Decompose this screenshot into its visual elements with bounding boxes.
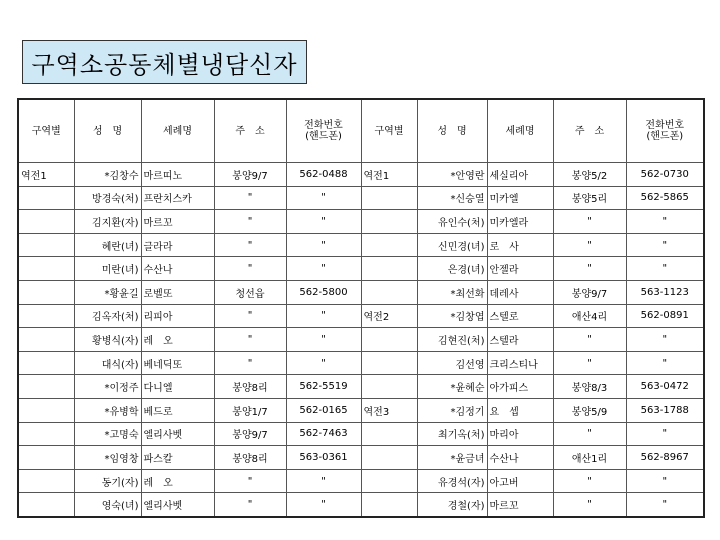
cell-phone: 562-5865: [626, 186, 704, 210]
cell-phone: 562-0730: [626, 163, 704, 187]
cell-name: *안영란: [417, 163, 487, 187]
cell-address: ": [214, 257, 286, 281]
cell-baptismal-name: 수산나: [487, 446, 553, 470]
cell-district: [361, 469, 417, 493]
cell-address: ": [214, 351, 286, 375]
cell-name: 김선영: [417, 351, 487, 375]
cell-address: 봉양5/2: [553, 163, 626, 187]
cell-name: *유병학: [74, 398, 141, 422]
cell-address: ": [214, 493, 286, 517]
cell-baptismal-name: 엘리사벳: [141, 493, 214, 517]
cell-phone: 562-0891: [626, 304, 704, 328]
cell-district: [18, 304, 74, 328]
cell-baptismal-name: 엘리사벳: [141, 422, 214, 446]
cell-baptismal-name: 마리아: [487, 422, 553, 446]
cell-name: 유인수(처): [417, 210, 487, 234]
cell-name: *황윤길: [74, 280, 141, 304]
table-row: [18, 304, 704, 328]
cell-name: 대식(자): [74, 351, 141, 375]
table-row: [18, 233, 704, 257]
cell-district: [18, 469, 74, 493]
cell-phone: ": [286, 351, 361, 375]
table-row: [18, 469, 704, 493]
table-header-row: [18, 99, 704, 163]
cell-phone: 562-5800: [286, 280, 361, 304]
cell-name: *최선화: [417, 280, 487, 304]
cell-district: [361, 280, 417, 304]
header-phone: 전화번호 (핸드폰): [286, 99, 361, 163]
cell-district: [18, 328, 74, 352]
cell-district: 역전2: [361, 304, 417, 328]
cell-address: ": [553, 210, 626, 234]
cell-address: ": [553, 469, 626, 493]
cell-baptismal-name: 마르띠노: [141, 163, 214, 187]
cell-district: [361, 422, 417, 446]
header-name: 성 명: [74, 99, 141, 163]
table-row: [18, 280, 704, 304]
cell-baptismal-name: 마르꼬: [141, 210, 214, 234]
cell-baptismal-name: 데레사: [487, 280, 553, 304]
cell-phone: ": [286, 210, 361, 234]
cell-district: [18, 422, 74, 446]
cell-baptismal-name: 미카엘라: [487, 210, 553, 234]
cell-phone: 563-1788: [626, 398, 704, 422]
cell-name: *김창수: [74, 163, 141, 187]
table-row: [18, 210, 704, 234]
cell-baptismal-name: 안젤라: [487, 257, 553, 281]
cell-district: [18, 398, 74, 422]
cell-name: 김옥자(처): [74, 304, 141, 328]
cell-address: 봉양8리: [214, 375, 286, 399]
cell-name: 황병식(자): [74, 328, 141, 352]
cell-phone: 563-0361: [286, 446, 361, 470]
cell-address: ": [553, 233, 626, 257]
header-phone: 전화번호 (핸드폰): [626, 99, 704, 163]
cell-name: 유경석(자): [417, 469, 487, 493]
cell-baptismal-name: 크리스티나: [487, 351, 553, 375]
header-name: 성 명: [417, 99, 487, 163]
cell-address: ": [214, 210, 286, 234]
cell-district: [361, 257, 417, 281]
cell-baptismal-name: 로벨또: [141, 280, 214, 304]
cell-address: 애산1리: [553, 446, 626, 470]
cell-name: 경철(자): [417, 493, 487, 517]
cell-baptismal-name: 미카엘: [487, 186, 553, 210]
cell-baptismal-name: 파스칼: [141, 446, 214, 470]
cell-address: 봉양1/7: [214, 398, 286, 422]
cell-address: 봉양5리: [553, 186, 626, 210]
cell-address: ": [553, 351, 626, 375]
cell-phone: ": [626, 233, 704, 257]
cell-address: ": [214, 469, 286, 493]
cell-district: [18, 233, 74, 257]
cell-district: [18, 493, 74, 517]
cell-name: *고명숙: [74, 422, 141, 446]
cell-name: 김현진(처): [417, 328, 487, 352]
table-row: [18, 446, 704, 470]
table-row: [18, 398, 704, 422]
cell-baptismal-name: 요 셉: [487, 398, 553, 422]
cell-phone: ": [286, 257, 361, 281]
cell-baptismal-name: 레 오: [141, 328, 214, 352]
cell-district: [361, 375, 417, 399]
cell-baptismal-name: 레 오: [141, 469, 214, 493]
cell-name: *임영창: [74, 446, 141, 470]
cell-district: [361, 351, 417, 375]
cell-phone: ": [286, 328, 361, 352]
header-address: 주 소: [214, 99, 286, 163]
cell-address: 청선읍: [214, 280, 286, 304]
cell-district: [361, 328, 417, 352]
cell-address: 봉양9/7: [553, 280, 626, 304]
cell-district: [18, 351, 74, 375]
cell-baptismal-name: 리피아: [141, 304, 214, 328]
cell-name: *김정기: [417, 398, 487, 422]
cell-address: 봉양9/7: [214, 422, 286, 446]
cell-name: 신민경(녀): [417, 233, 487, 257]
cell-name: 김지환(자): [74, 210, 141, 234]
cell-phone: 562-8967: [626, 446, 704, 470]
cell-baptismal-name: 수산나: [141, 257, 214, 281]
header-baptismal-name: 세례명: [487, 99, 553, 163]
cell-name: 미란(녀): [74, 257, 141, 281]
cell-district: [361, 446, 417, 470]
cell-phone: ": [626, 493, 704, 517]
cell-address: ": [553, 493, 626, 517]
cell-baptismal-name: 스텔로: [487, 304, 553, 328]
cell-baptismal-name: 세실리아: [487, 163, 553, 187]
cell-address: ": [214, 304, 286, 328]
table-row: [18, 351, 704, 375]
cell-address: 봉양9/7: [214, 163, 286, 187]
cell-district: [18, 186, 74, 210]
cell-baptismal-name: 아고버: [487, 469, 553, 493]
table-row: [18, 328, 704, 352]
cell-name: 최기옥(처): [417, 422, 487, 446]
cell-phone: ": [286, 304, 361, 328]
cell-district: [18, 210, 74, 234]
cell-phone: ": [626, 469, 704, 493]
cell-phone: 563-0472: [626, 375, 704, 399]
cell-name: *김창엽: [417, 304, 487, 328]
cell-address: 봉양8/3: [553, 375, 626, 399]
cell-address: ": [214, 233, 286, 257]
cell-address: 봉양8리: [214, 446, 286, 470]
cell-phone: 562-0488: [286, 163, 361, 187]
header-district: 구역별: [18, 99, 74, 163]
page-title: 구역소공동체별냉담신자: [22, 40, 307, 84]
cell-baptismal-name: 로 사: [487, 233, 553, 257]
cell-baptismal-name: 아가피스: [487, 375, 553, 399]
header-baptismal-name: 세례명: [141, 99, 214, 163]
cell-district: [361, 493, 417, 517]
cell-baptismal-name: 마르꼬: [487, 493, 553, 517]
cell-phone: ": [286, 469, 361, 493]
table-row: [18, 493, 704, 517]
cell-phone: 563-1123: [626, 280, 704, 304]
cell-phone: 562-0165: [286, 398, 361, 422]
cell-phone: ": [626, 210, 704, 234]
cell-address: ": [553, 257, 626, 281]
cell-phone: ": [286, 493, 361, 517]
cell-baptismal-name: 베네딕또: [141, 351, 214, 375]
cell-baptismal-name: 프란치스카: [141, 186, 214, 210]
cell-name: 방경숙(처): [74, 186, 141, 210]
cell-name: 동기(자): [74, 469, 141, 493]
cell-name: 혜란(녀): [74, 233, 141, 257]
cell-district: [361, 186, 417, 210]
table-row: [18, 257, 704, 281]
cell-district: [361, 233, 417, 257]
table-row: [18, 186, 704, 210]
cell-name: *신승열: [417, 186, 487, 210]
header-address: 주 소: [553, 99, 626, 163]
cell-name: 은경(녀): [417, 257, 487, 281]
cell-name: *윤혜순: [417, 375, 487, 399]
cell-district: 역전1: [361, 163, 417, 187]
parishioner-table: [17, 98, 705, 518]
cell-baptismal-name: 스텔라: [487, 328, 553, 352]
table-row: [18, 163, 704, 187]
cell-baptismal-name: 베드로: [141, 398, 214, 422]
cell-district: [18, 446, 74, 470]
cell-phone: 562-7463: [286, 422, 361, 446]
cell-address: ": [214, 328, 286, 352]
cell-name: *이정주: [74, 375, 141, 399]
cell-phone: ": [286, 186, 361, 210]
cell-address: ": [553, 328, 626, 352]
cell-district: [18, 280, 74, 304]
cell-address: ": [214, 186, 286, 210]
cell-phone: ": [626, 328, 704, 352]
cell-district: [18, 375, 74, 399]
cell-phone: ": [626, 257, 704, 281]
table-row: [18, 422, 704, 446]
cell-baptismal-name: 글라라: [141, 233, 214, 257]
cell-district: 역전1: [18, 163, 74, 187]
cell-district: [18, 257, 74, 281]
header-district: 구역별: [361, 99, 417, 163]
cell-address: ": [553, 422, 626, 446]
cell-phone: 562-5519: [286, 375, 361, 399]
cell-phone: ": [286, 233, 361, 257]
cell-phone: ": [626, 351, 704, 375]
table-row: [18, 375, 704, 399]
cell-district: 역전3: [361, 398, 417, 422]
cell-baptismal-name: 다니엘: [141, 375, 214, 399]
cell-district: [361, 210, 417, 234]
cell-name: 영숙(녀): [74, 493, 141, 517]
cell-name: *윤금녀: [417, 446, 487, 470]
cell-phone: ": [626, 422, 704, 446]
cell-address: 봉양5/9: [553, 398, 626, 422]
cell-address: 애산4리: [553, 304, 626, 328]
